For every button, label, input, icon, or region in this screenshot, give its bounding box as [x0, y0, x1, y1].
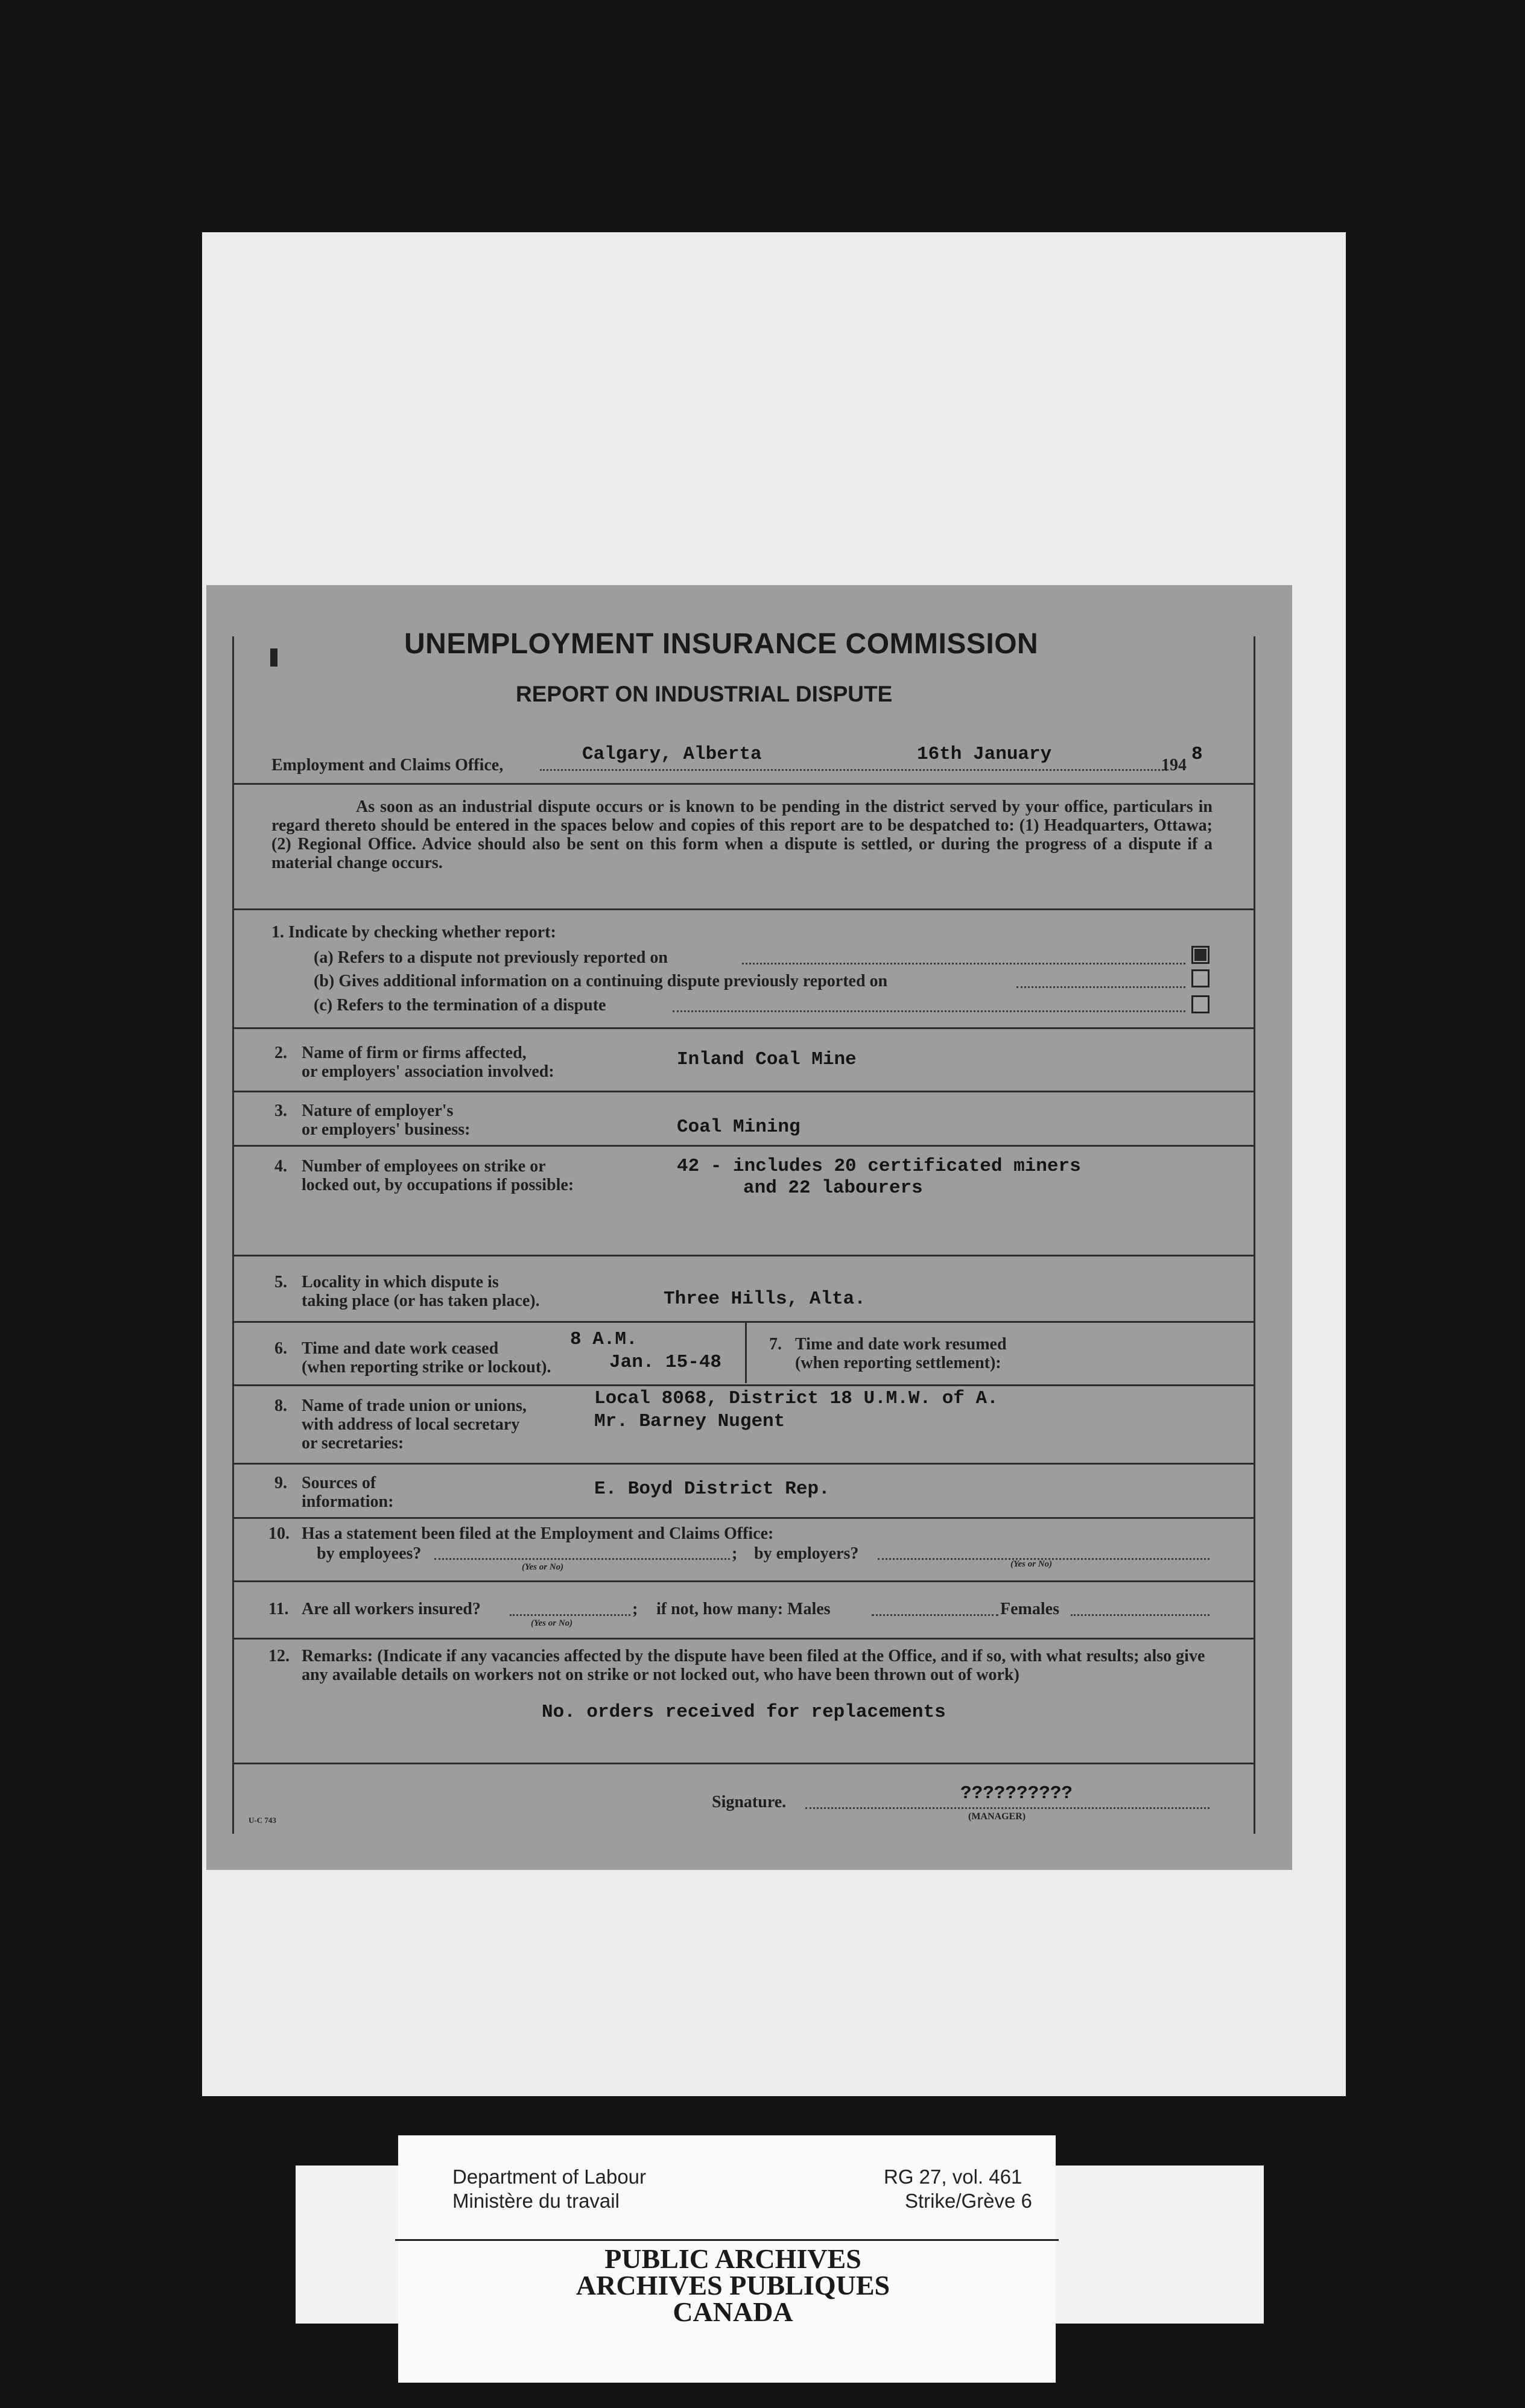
- q4-label-line2: locked out, by occupations if possible:: [302, 1176, 574, 1194]
- office-label: Employment and Claims Office,: [271, 756, 504, 775]
- q4-label-line1: Number of employees on strike or: [302, 1157, 546, 1176]
- q1-a-leader: [742, 963, 1185, 965]
- q2-number: 2.: [274, 1044, 287, 1062]
- q1-option-b: (b) Gives additional information on a continuing dispute previously reported on: [314, 972, 888, 990]
- divider: [234, 1638, 1254, 1640]
- manager-caption: (MANAGER): [968, 1811, 1026, 1822]
- form-code: U-C 743: [249, 1816, 276, 1825]
- q10-employers-hint: (Yes or No): [1010, 1559, 1053, 1569]
- q3-label-line2: or employers' business:: [302, 1120, 471, 1139]
- q8-number: 8.: [274, 1396, 287, 1415]
- q1-c-checkbox[interactable]: [1191, 995, 1210, 1013]
- q1-a-checkbox[interactable]: [1191, 946, 1210, 964]
- office-year-suffix: 8: [1191, 744, 1203, 765]
- q11-insured-field[interactable]: [510, 1614, 630, 1616]
- q7-label-line2: (when reporting settlement):: [795, 1354, 1001, 1372]
- divider: [234, 1321, 1254, 1323]
- q11-males-field[interactable]: [872, 1614, 998, 1616]
- office-underline: [540, 769, 1167, 771]
- punch-mark: [270, 648, 277, 667]
- q10-employees-field[interactable]: [434, 1558, 730, 1560]
- q1-option-c: (c) Refers to the termination of a dispute: [314, 996, 606, 1015]
- q5-label-line1: Locality in which dispute is: [302, 1273, 499, 1291]
- q2-answer: Inland Coal Mine: [677, 1049, 857, 1070]
- q10-by-employees-label: by employees?: [317, 1544, 422, 1563]
- divider: [234, 1763, 1254, 1764]
- signature-label: Signature.: [712, 1793, 787, 1811]
- q11-number: 11.: [268, 1600, 289, 1618]
- q9-number: 9.: [274, 1474, 287, 1492]
- divider: [234, 1384, 1254, 1386]
- q3-answer: Coal Mining: [677, 1117, 801, 1138]
- q1-c-leader: [673, 1010, 1185, 1012]
- strike-file: Strike/Grève 6: [905, 2190, 1032, 2212]
- q1-label: 1. Indicate by checking whether report:: [271, 923, 556, 942]
- q10-separator: ;: [732, 1544, 738, 1563]
- q4-number: 4.: [274, 1157, 287, 1176]
- q10-by-employers-label: by employers?: [754, 1544, 859, 1563]
- q10-number: 10.: [268, 1524, 290, 1543]
- q4-answer-line2: and 22 labourers: [743, 1177, 923, 1199]
- instructions-paragraph: As soon as an industrial dispute occurs or is known to be pending in the district served by your office, particulars in regard thereto should be entered in the spaces below and copies of this report are to be despatched to: (1) Headquarters, Ottawa; (2) Regional Office. Advice should also be sent on this form when a dispute is settled, or during the progress of a dispute if a material change occurs.: [271, 797, 1213, 872]
- q5-answer: Three Hills, Alta.: [664, 1288, 866, 1310]
- q9-label-line2: information:: [302, 1492, 394, 1511]
- q1-option-a: (a) Refers to a dispute not previously reported on: [314, 948, 668, 967]
- tag-rule: [395, 2239, 1059, 2241]
- q8-label-line3: or secretaries:: [302, 1434, 404, 1453]
- signature-value: ??????????: [960, 1783, 1073, 1804]
- q11-label: Are all workers insured?: [302, 1600, 481, 1618]
- divider: [234, 783, 1254, 785]
- divider: [234, 1027, 1254, 1029]
- q8-answer-line1: Local 8068, District 18 U.M.W. of A.: [594, 1388, 998, 1409]
- q7-number: 7.: [769, 1335, 782, 1354]
- divider: [234, 1091, 1254, 1092]
- q12-answer: No. orders received for replacements: [542, 1702, 946, 1723]
- q6-number: 6.: [274, 1339, 287, 1358]
- archive-name-line2: ARCHIVES PUBLIQUES: [575, 2270, 890, 2301]
- office-date: 16th January: [917, 744, 1052, 765]
- q12-number: 12.: [268, 1647, 290, 1665]
- q6-q7-separator: [745, 1323, 747, 1383]
- q11-females-field[interactable]: [1071, 1614, 1210, 1616]
- q6-label-line1: Time and date work ceased: [302, 1339, 499, 1358]
- q9-label-line1: Sources of: [302, 1474, 376, 1492]
- office-value: Calgary, Alberta: [582, 744, 762, 765]
- form-title: UNEMPLOYMENT INSURANCE COMMISSION: [404, 628, 1039, 660]
- q2-label-line1: Name of firm or firms affected,: [302, 1044, 527, 1062]
- divider: [234, 908, 1254, 910]
- dept-english: Department of Labour: [452, 2166, 647, 2188]
- q11-separator: ;: [632, 1600, 638, 1618]
- q4-answer-line1: 42 - includes 20 certificated miners: [677, 1156, 1081, 1177]
- divider: [234, 1517, 1254, 1519]
- q11-hint: (Yes or No): [531, 1618, 573, 1628]
- divider: [234, 1463, 1254, 1465]
- divider: [234, 1145, 1254, 1147]
- q1-b-checkbox[interactable]: [1191, 969, 1210, 987]
- q6-answer-date: Jan. 15-48: [609, 1352, 722, 1373]
- q5-number: 5.: [274, 1273, 287, 1291]
- q8-label-line1: Name of trade union or unions,: [302, 1396, 527, 1415]
- archive-name-line1: PUBLIC ARCHIVES: [604, 2243, 861, 2274]
- q8-label-line2: with address of local secretary: [302, 1415, 520, 1434]
- q3-number: 3.: [274, 1101, 287, 1120]
- archive-name-line3: CANADA: [673, 2296, 793, 2327]
- q3-label-line1: Nature of employer's: [302, 1101, 454, 1120]
- signature-field[interactable]: [805, 1807, 1210, 1809]
- q7-label-line1: Time and date work resumed: [795, 1335, 1007, 1354]
- office-year-prefix: 194: [1161, 756, 1187, 775]
- q8-answer-line2: Mr. Barney Nugent: [594, 1411, 785, 1432]
- dept-french: Ministère du travail: [452, 2190, 620, 2212]
- q9-answer: E. Boyd District Rep.: [594, 1478, 830, 1500]
- q5-label-line2: taking place (or has taken place).: [302, 1291, 540, 1310]
- q12-label: Remarks: (Indicate if any vacancies affected by the dispute have been filed at the Office, and if so, with what results; also give any available details on workers not on strike or not locked out, who have been thrown out of work): [302, 1647, 1205, 1684]
- divider: [234, 1580, 1254, 1582]
- q10-employees-hint: (Yes or No): [522, 1562, 564, 1572]
- q11-females-label: Females: [1000, 1600, 1059, 1618]
- divider: [234, 1255, 1254, 1256]
- q11-males-label: if not, how many: Males: [656, 1600, 831, 1618]
- q6-label-line2: (when reporting strike or lockout).: [302, 1358, 551, 1377]
- q2-label-line2: or employers' association involved:: [302, 1062, 554, 1081]
- q10-label: Has a statement been filed at the Employment and Claims Office:: [302, 1524, 774, 1543]
- q6-answer-time: 8 A.M.: [570, 1329, 638, 1350]
- form-subtitle: REPORT ON INDUSTRIAL DISPUTE: [516, 682, 893, 706]
- q1-b-leader: [1016, 986, 1185, 988]
- record-group: RG 27, vol. 461: [884, 2166, 1022, 2188]
